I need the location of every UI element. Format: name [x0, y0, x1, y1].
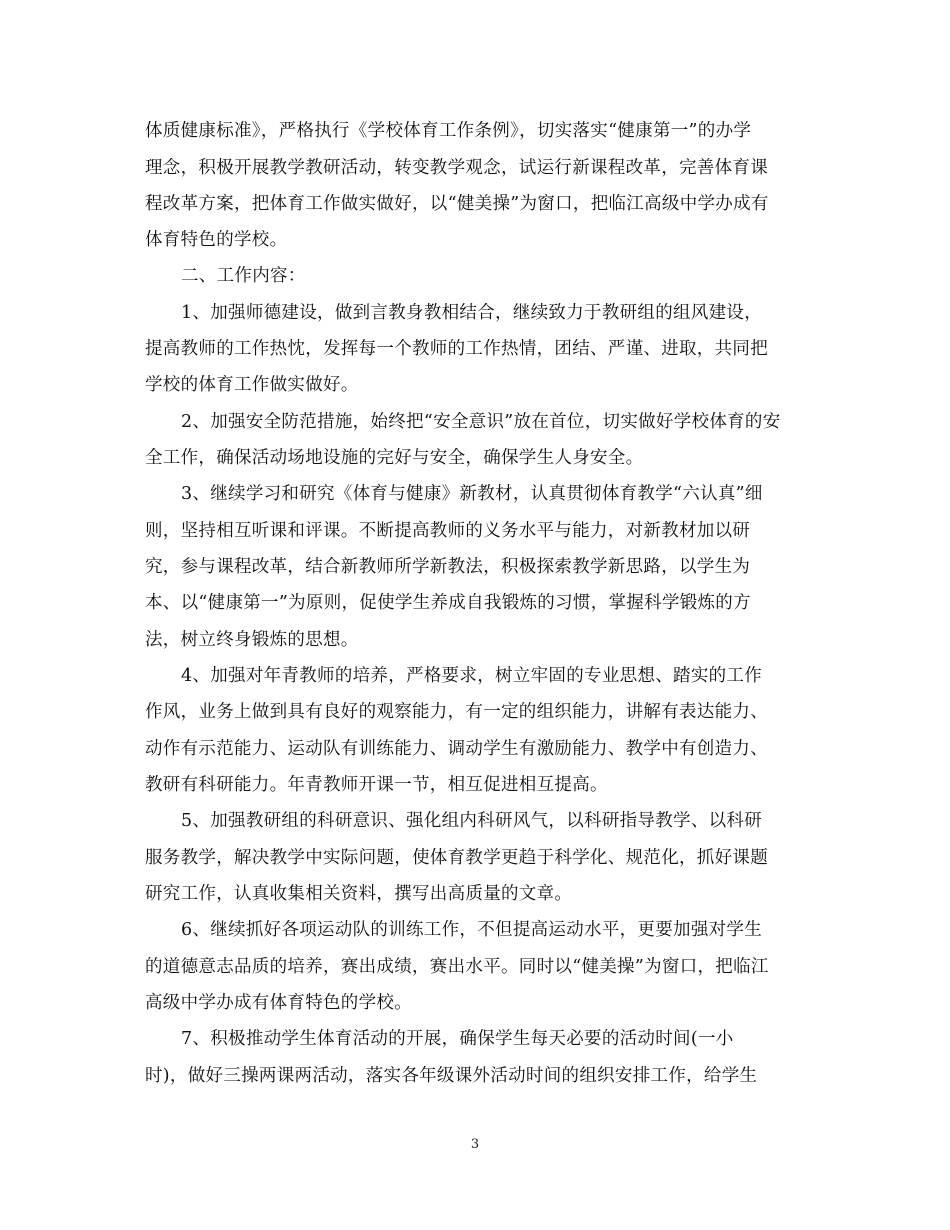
text-line: 学校的体育工作做实做好。	[145, 375, 359, 395]
text-line: 1、加强师德建设，做到言教身教相结合，继续致力于教研组的组风建设，	[181, 303, 763, 323]
text-line: 服务教学，解决教学中实际问题，使体育教学更趋于科学化、规范化，抓好课题	[145, 848, 768, 868]
text-line: 4、加强对年青教师的培养，严格要求，树立牢固的专业思想、踏实的工作	[181, 666, 763, 686]
text-line: 6、继续抓好各项运动队的训练工作，不但提高运动水平，更要加强对学生	[181, 920, 763, 940]
text-line: 时)，做好三操两课两活动，落实各年级课外活动时间的组织安排工作，给学生	[145, 1066, 758, 1086]
text-line: 研究工作，认真收集相关资料，撰写出高质量的文章。	[145, 884, 573, 904]
text-line: 动作有示范能力、运动队有训练能力、调动学生有激励能力、教学中有创造力、	[145, 739, 768, 759]
text-line: 教研有科研能力。年青教师开课一节，相互促进相互提高。	[145, 775, 608, 795]
text-line: 提高教师的工作热忱，发挥每一个教师的工作热情，团结、严谨、进取，共同把	[145, 339, 768, 359]
text-line: 3、继续学习和研究《体育与健康》新教材，认真贯彻体育教学“六认真”细	[181, 484, 763, 504]
text-line: 5、加强教研组的科研意识、强化组内科研风气，以科研指导教学、以科研	[181, 811, 763, 831]
text-line: 2、加强安全防范措施，始终把“安全意识”放在首位，切实做好学校体育的安	[181, 412, 781, 432]
text-line: 高级中学办成有体育特色的学校。	[145, 993, 412, 1013]
text-line: 法，树立终身锻炼的思想。	[145, 630, 359, 650]
page-number: 3	[470, 1137, 480, 1152]
text-line: 作风，业务上做到具有良好的观察能力，有一定的组织能力，讲解有表达能力、	[145, 702, 768, 722]
section-heading: 二、工作内容：	[181, 266, 306, 286]
text-line: 则，坚持相互听课和评课。不断提高教师的义务水平与能力，对新教材加以研	[145, 521, 751, 541]
text-line: 究，参与课程改革，结合新教师所学新教法，积极探索教学新思路，以学生为	[145, 557, 751, 577]
text-line: 7、积极推动学生体育活动的开展，确保学生每天必要的活动时间(一小	[181, 1029, 734, 1049]
text-line: 程改革方案，把体育工作做实做好，以“健美操”为窗口，把临江高级中学办成有	[145, 194, 769, 214]
text-line: 本、以“健康第一”为原则，促使学生养成自我锻炼的习惯，掌握科学锻炼的方	[145, 593, 751, 613]
text-line: 体育特色的学校。	[145, 230, 288, 250]
text-line: 理念，积极开展教学教研活动，转变教学观念，试运行新课程改革，完善体育课	[145, 158, 768, 178]
text-line: 全工作，确保活动场地设施的完好与安全，确保学生人身安全。	[145, 448, 644, 468]
text-line: 体质健康标准》，严格执行《学校体育工作条例》，切实落实“健康第一”的办学	[145, 121, 752, 141]
text-line: 的道德意志品质的培养，赛出成绩，赛出水平。同时以“健美操”为窗口，把临江	[145, 957, 769, 977]
